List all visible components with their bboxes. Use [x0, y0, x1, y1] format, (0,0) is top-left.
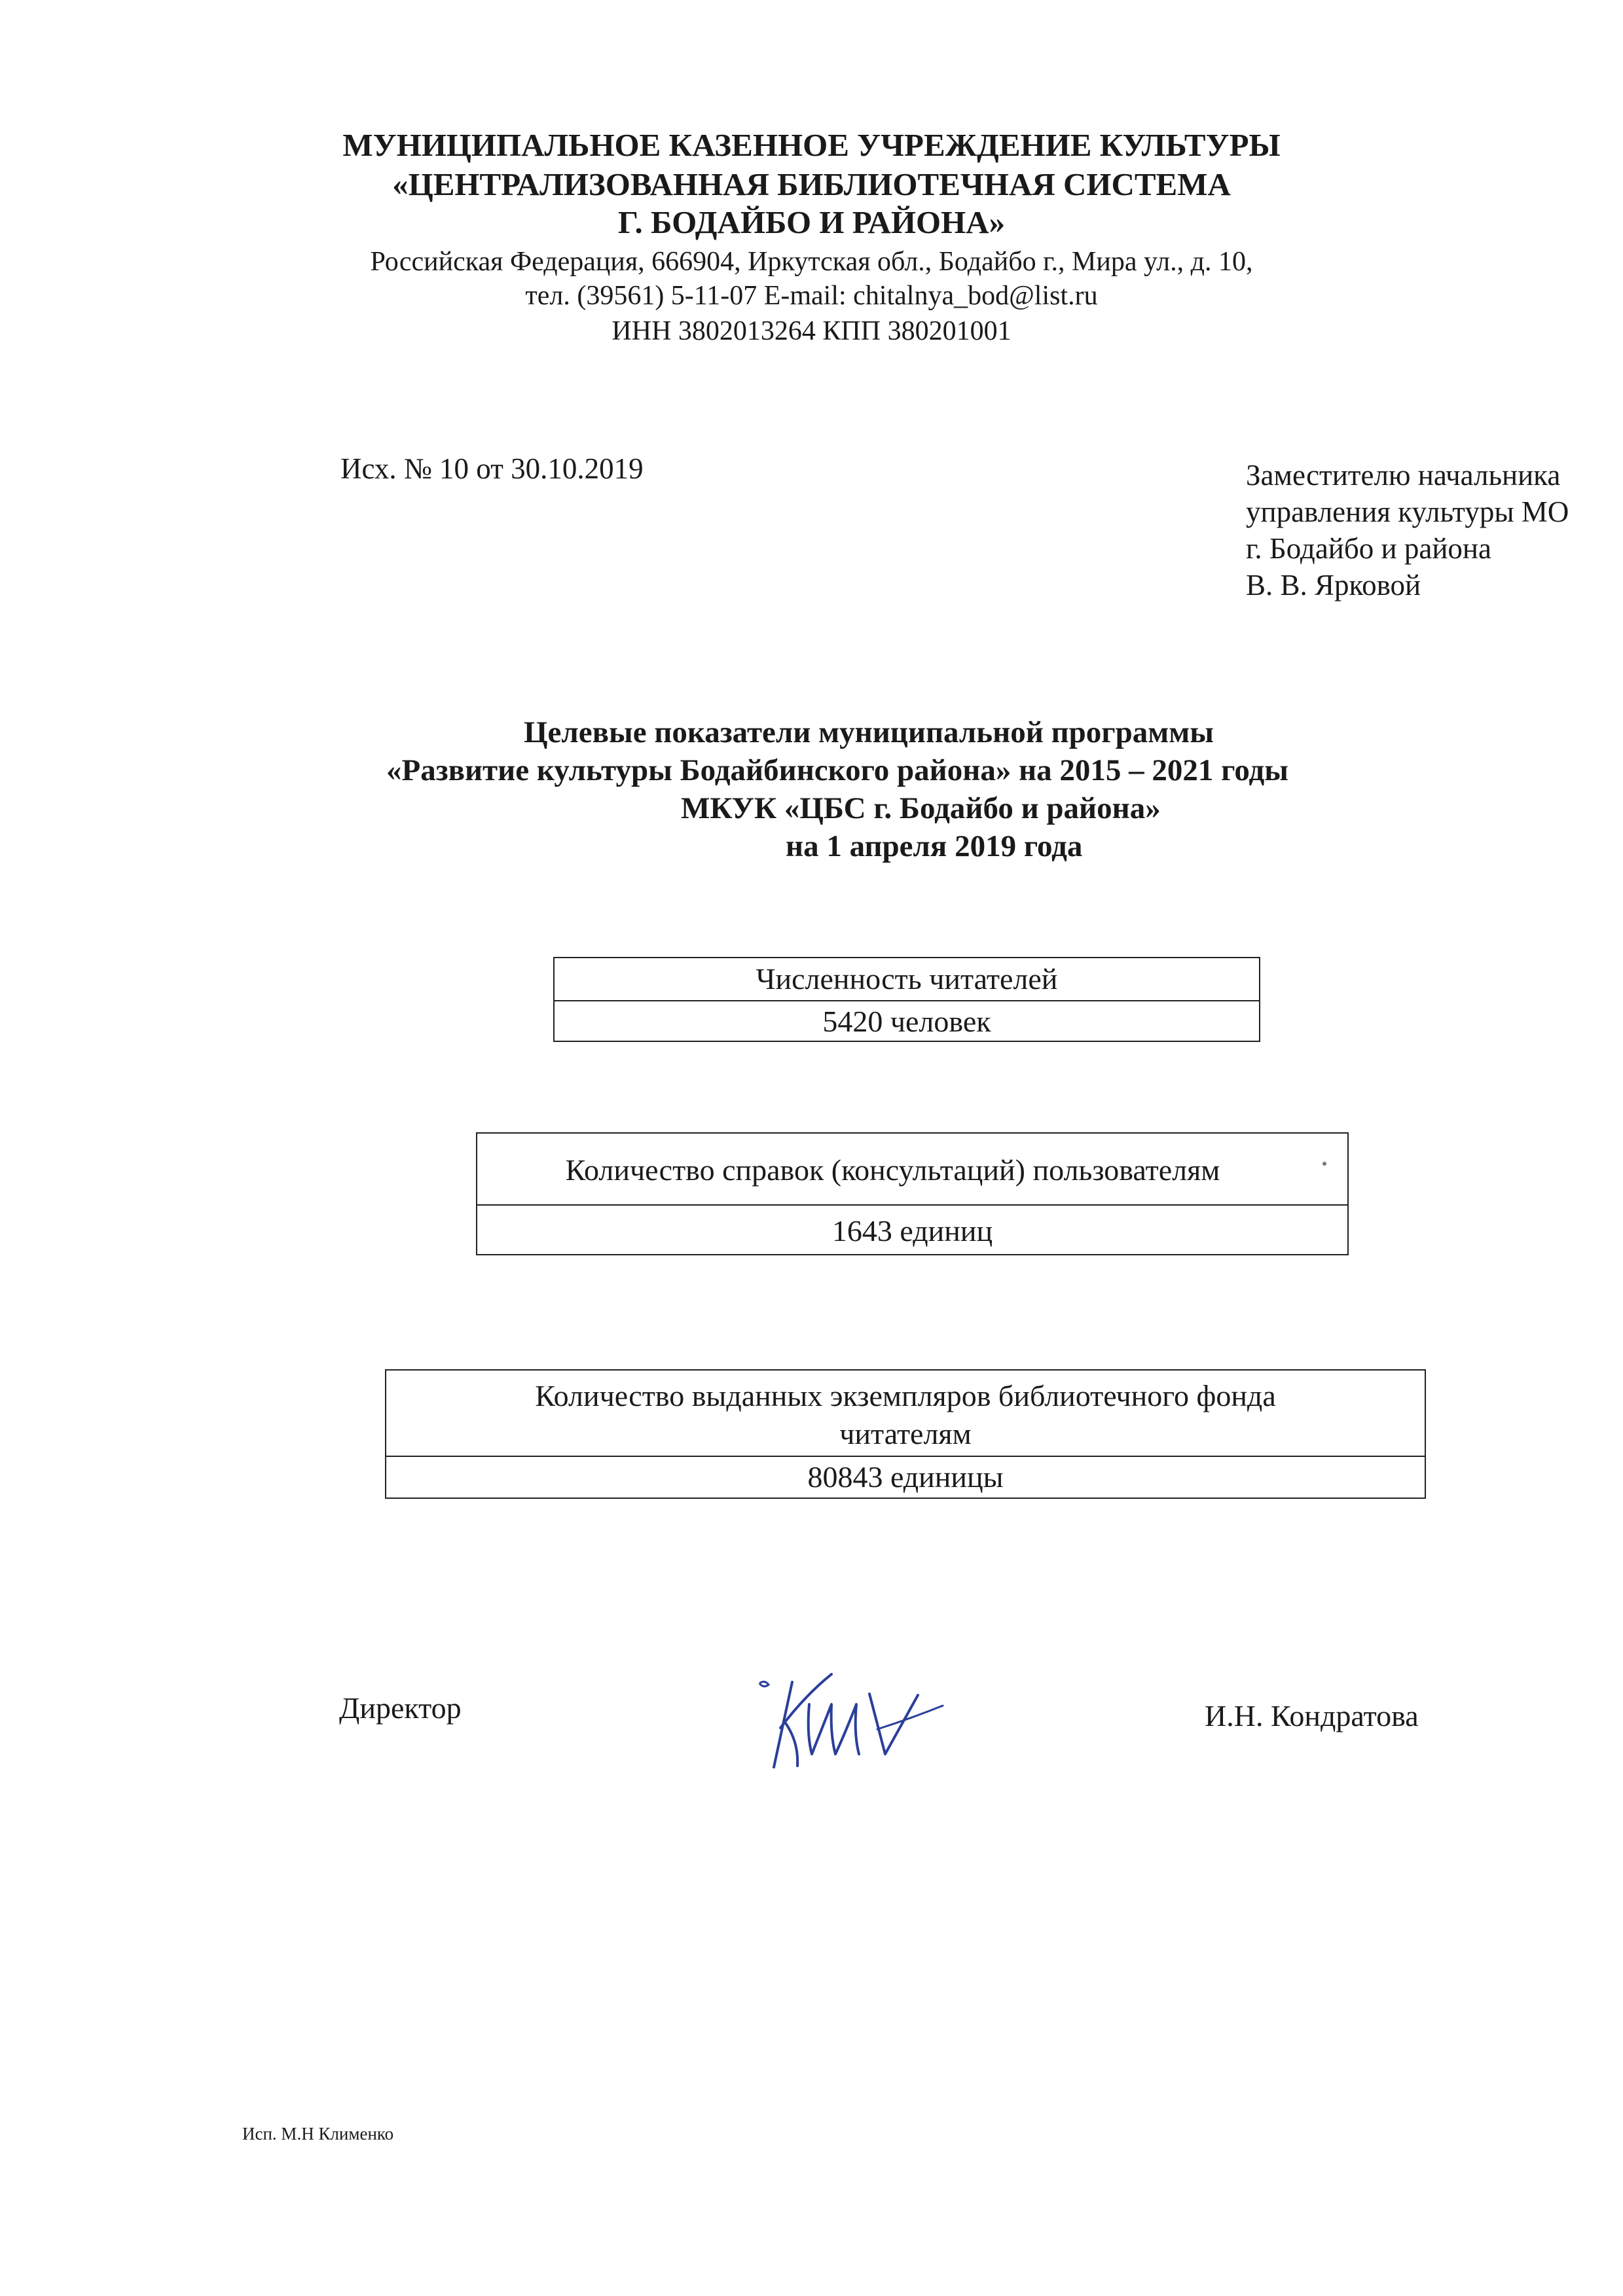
org-contacts: тел. (39561) 5-11-07 E-mail: chitalnya_bod@list.ru — [525, 281, 1098, 311]
org-address: Российская Федерация, 666904, Иркутская обл., Бодайбо г., Мира ул., д. 10, — [370, 247, 1253, 277]
indicator-consultations-box — [476, 1132, 1349, 1255]
title-line-1: Целевые показатели муниципальной программы — [524, 715, 1214, 749]
addressee-block — [1246, 457, 1569, 603]
indicator-loans-value: 80843 единицы — [386, 1456, 1425, 1498]
indicator-consultations-value: 1643 единиц — [477, 1204, 1347, 1254]
addressee-line-2: управления культуры МО — [1246, 495, 1569, 528]
indicator-consultations-label: Количество справок (консультаций) пользователям — [565, 1153, 1220, 1187]
addressee-line-4: В. В. Ярковой — [1246, 569, 1421, 601]
addressee-line-1: Заместителю начальника — [1246, 459, 1561, 492]
org-tax-ids: ИНН 3802013264 КПП 380201001 — [611, 316, 1012, 346]
document-title — [0, 713, 1623, 865]
indicator-readers-label: Численность читателей — [756, 962, 1058, 996]
indicator-readers-box — [553, 957, 1260, 1042]
signatory-name: И.Н. Кондратова — [1205, 1699, 1419, 1732]
title-line-3: МКУК «ЦБС г. Бодайбо и района» — [681, 791, 1161, 825]
indicator-loans-label-line-1: Количество выданных экземпляров библиотечного фонда — [535, 1379, 1276, 1412]
title-line-2: «Развитие культуры Бодайбинского района» на 2015 – 2021 годы — [386, 753, 1288, 787]
signatory-role: Директор — [339, 1691, 462, 1725]
handwritten-signature — [746, 1656, 989, 1780]
scan-speck — [1322, 1162, 1326, 1166]
indicator-loans-label — [386, 1371, 1425, 1456]
org-name-line-1: МУНИЦИПАЛЬНОЕ КАЗЕННОЕ УЧРЕЖДЕНИЕ КУЛЬТУРЫ — [342, 127, 1281, 163]
outgoing-number: Исх. № 10 от 30.10.2019 — [340, 452, 644, 485]
addressee-line-3: г. Бодайбо и района — [1246, 532, 1491, 565]
org-name-line-3: Г. БОДАЙБО И РАЙОНА» — [617, 204, 1006, 240]
org-name-line-2: «ЦЕНТРАЛИЗОВАННАЯ БИБЛИОТЕЧНАЯ СИСТЕМА — [392, 166, 1231, 202]
title-line-4: на 1 апреля 2019 года — [786, 829, 1083, 863]
indicator-loans-box — [385, 1369, 1426, 1499]
indicator-readers-value: 5420 человек — [555, 1000, 1259, 1041]
indicator-loans-label-line-2: читателям — [839, 1417, 972, 1450]
executor-note: Исп. М.Н Клименко — [242, 2124, 394, 2144]
